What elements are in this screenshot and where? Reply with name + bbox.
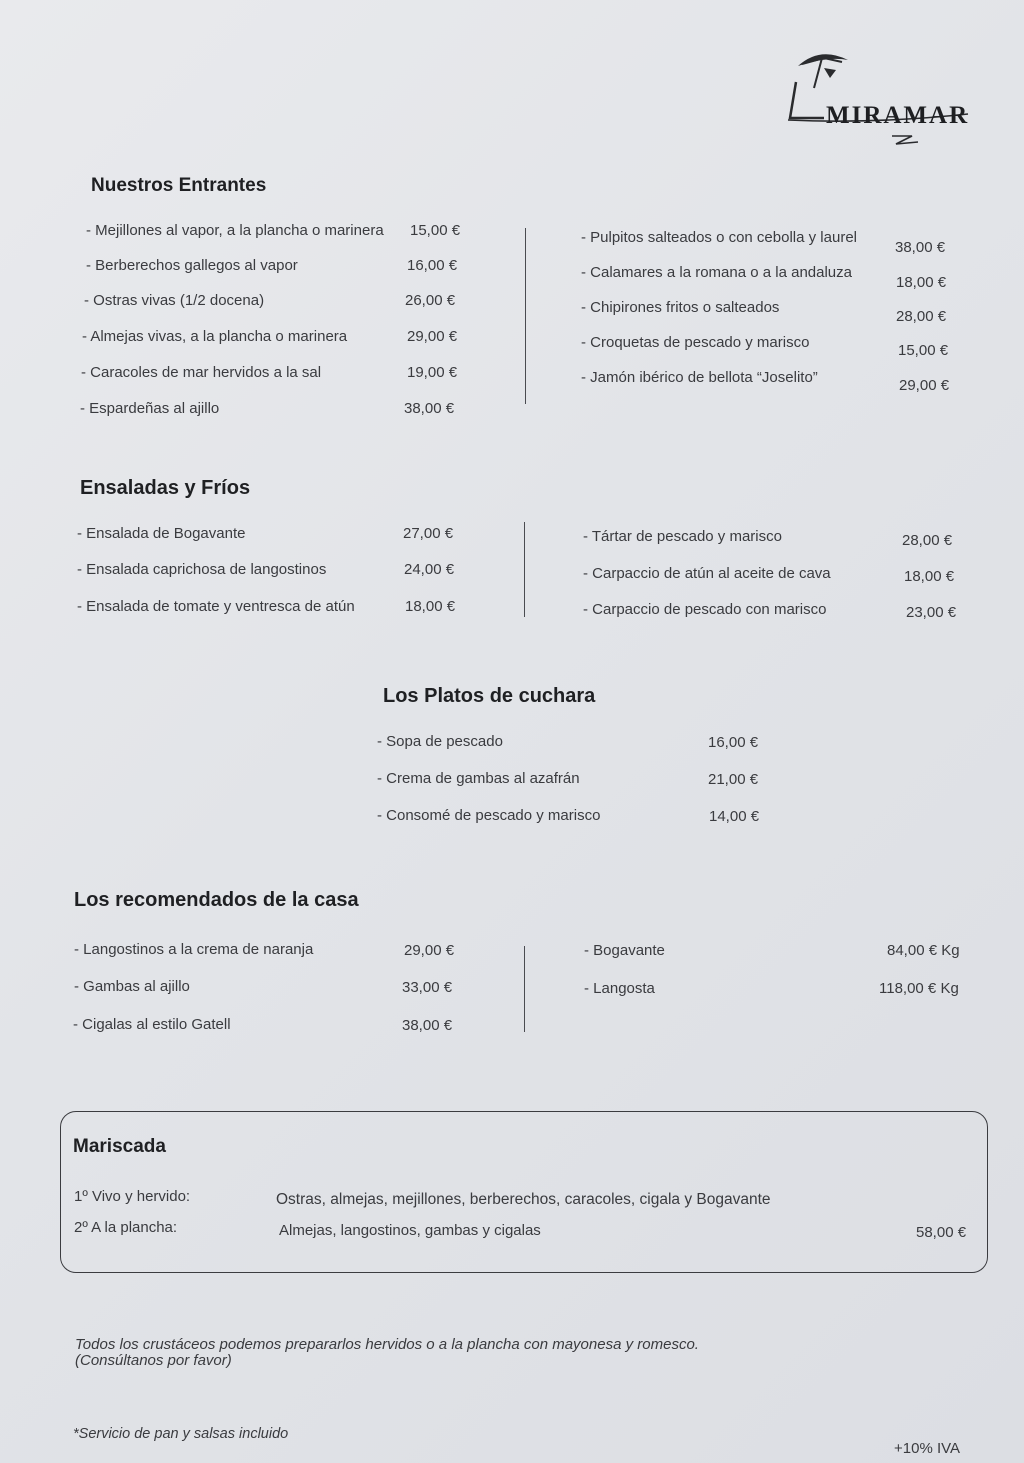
beach-umbrella-icon [784,44,974,154]
section-title-recomendados: Los recomendados de la casa [74,889,359,911]
menu-item-price: 21,00 € [708,771,759,788]
menu-item-name: - Caracoles de mar hervidos a la sal [81,364,322,381]
menu-item-name: - Calamares a la romana o a la andaluza [581,264,852,281]
consultanos-note: (Consúltanos por favor) [75,1352,232,1369]
menu-item-price: 29,00 € [404,942,455,959]
menu-item-name: - Chipirones fritos o salteados [581,299,780,316]
crustaceos-note: Todos los crustáceos podemos prepararlos hervidos o a la plancha con mayonesa y romesco. [75,1336,699,1353]
menu-item-name: - Langostinos a la crema de naranja [74,941,314,958]
brand-name: MIRAMAR [826,102,970,129]
mariscada-text: Almejas, langostinos, gambas y cigalas [279,1222,541,1239]
menu-item-name: - Ensalada de tomate y ventresca de atún [77,598,355,615]
menu-item-price: 14,00 € [709,808,760,825]
menu-item-price: 29,00 € [407,328,458,345]
menu-item-price: 24,00 € [404,561,455,578]
menu-item-price: 18,00 € [896,274,947,291]
menu-item-name: - Espardeñas al ajillo [80,400,220,417]
servicio-note: *Servicio de pan y salsas incluido [73,1426,289,1442]
menu-item-price: 15,00 € [410,222,461,239]
menu-item-name: - Gambas al ajillo [74,978,190,995]
mariscada-price: 58,00 € [916,1224,967,1241]
menu-item-name: - Ensalada caprichosa de langostinos [77,561,327,578]
menu-item-name: - Tártar de pescado y marisco [583,528,782,545]
menu-item-name: - Consomé de pescado y marisco [377,807,601,824]
column-divider [524,522,525,617]
menu-item-name: - Carpaccio de atún al aceite de cava [583,565,831,582]
menu-item-price: 15,00 € [898,342,949,359]
menu-item-name: - Ostras vivas (1/2 docena) [84,292,265,309]
menu-item-name: - Cigalas al estilo Gatell [73,1016,231,1033]
menu-item-name: - Berberechos gallegos al vapor [86,257,298,274]
menu-item-price: 38,00 € [895,239,946,256]
menu-item-price: 28,00 € [896,308,947,325]
menu-item-name: - Carpaccio de pescado con marisco [583,601,827,618]
menu-item-price: 33,00 € [402,979,453,996]
mariscada-label: 2º A la plancha: [74,1219,178,1236]
menu-item-price: 19,00 € [407,364,458,381]
menu-item-price: 38,00 € [402,1017,453,1034]
menu-item-price: 16,00 € [708,734,759,751]
section-title-entrantes: Nuestros Entrantes [91,175,267,196]
menu-item-price: 118,00 € Kg [879,980,959,997]
menu-item-price: 18,00 € [904,568,955,585]
menu-item-name: - Almejas vivas, a la plancha o marinera [82,328,348,345]
menu-item-price: 38,00 € [404,400,455,417]
menu-item-name: - Bogavante [584,942,665,959]
menu-item-price: 18,00 € [405,598,456,615]
menu-item-price: 84,00 € Kg [887,942,960,959]
menu-item-price: 27,00 € [403,525,454,542]
menu-item-price: 16,00 € [407,257,458,274]
menu-item-name: - Mejillones al vapor, a la plancha o marinera [86,222,384,239]
menu-item-name: - Pulpitos salteados o con cebolla y laurel [581,229,857,246]
mariscada-text: Ostras, almejas, mejillones, berberechos, caracoles, cigala y Bogavante [276,1191,771,1208]
menu-item-name: - Sopa de pescado [377,733,503,750]
menu-item-price: 28,00 € [902,532,953,549]
menu-item-price: 29,00 € [899,377,950,394]
menu-item-name: - Jamón ibérico de bellota “Joselito” [581,369,818,386]
section-title-mariscada: Mariscada [73,1136,166,1157]
iva-note: +10% IVA [894,1440,961,1457]
menu-item-price: 23,00 € [906,604,957,621]
menu-item-name: - Croquetas de pescado y marisco [581,334,810,351]
menu-item-name: - Crema de gambas al azafrán [377,770,580,787]
miramar-logo [784,44,974,154]
section-title-cuchara: Los Platos de cuchara [383,685,596,707]
menu-item-name: - Ensalada de Bogavante [77,525,246,542]
menu-item-name: - Langosta [584,980,655,997]
mariscada-label: 1º Vivo y hervido: [74,1188,191,1205]
column-divider [525,228,526,404]
section-title-ensaladas: Ensaladas y Fríos [80,477,251,499]
menu-item-price: 26,00 € [405,292,456,309]
column-divider [524,946,525,1032]
